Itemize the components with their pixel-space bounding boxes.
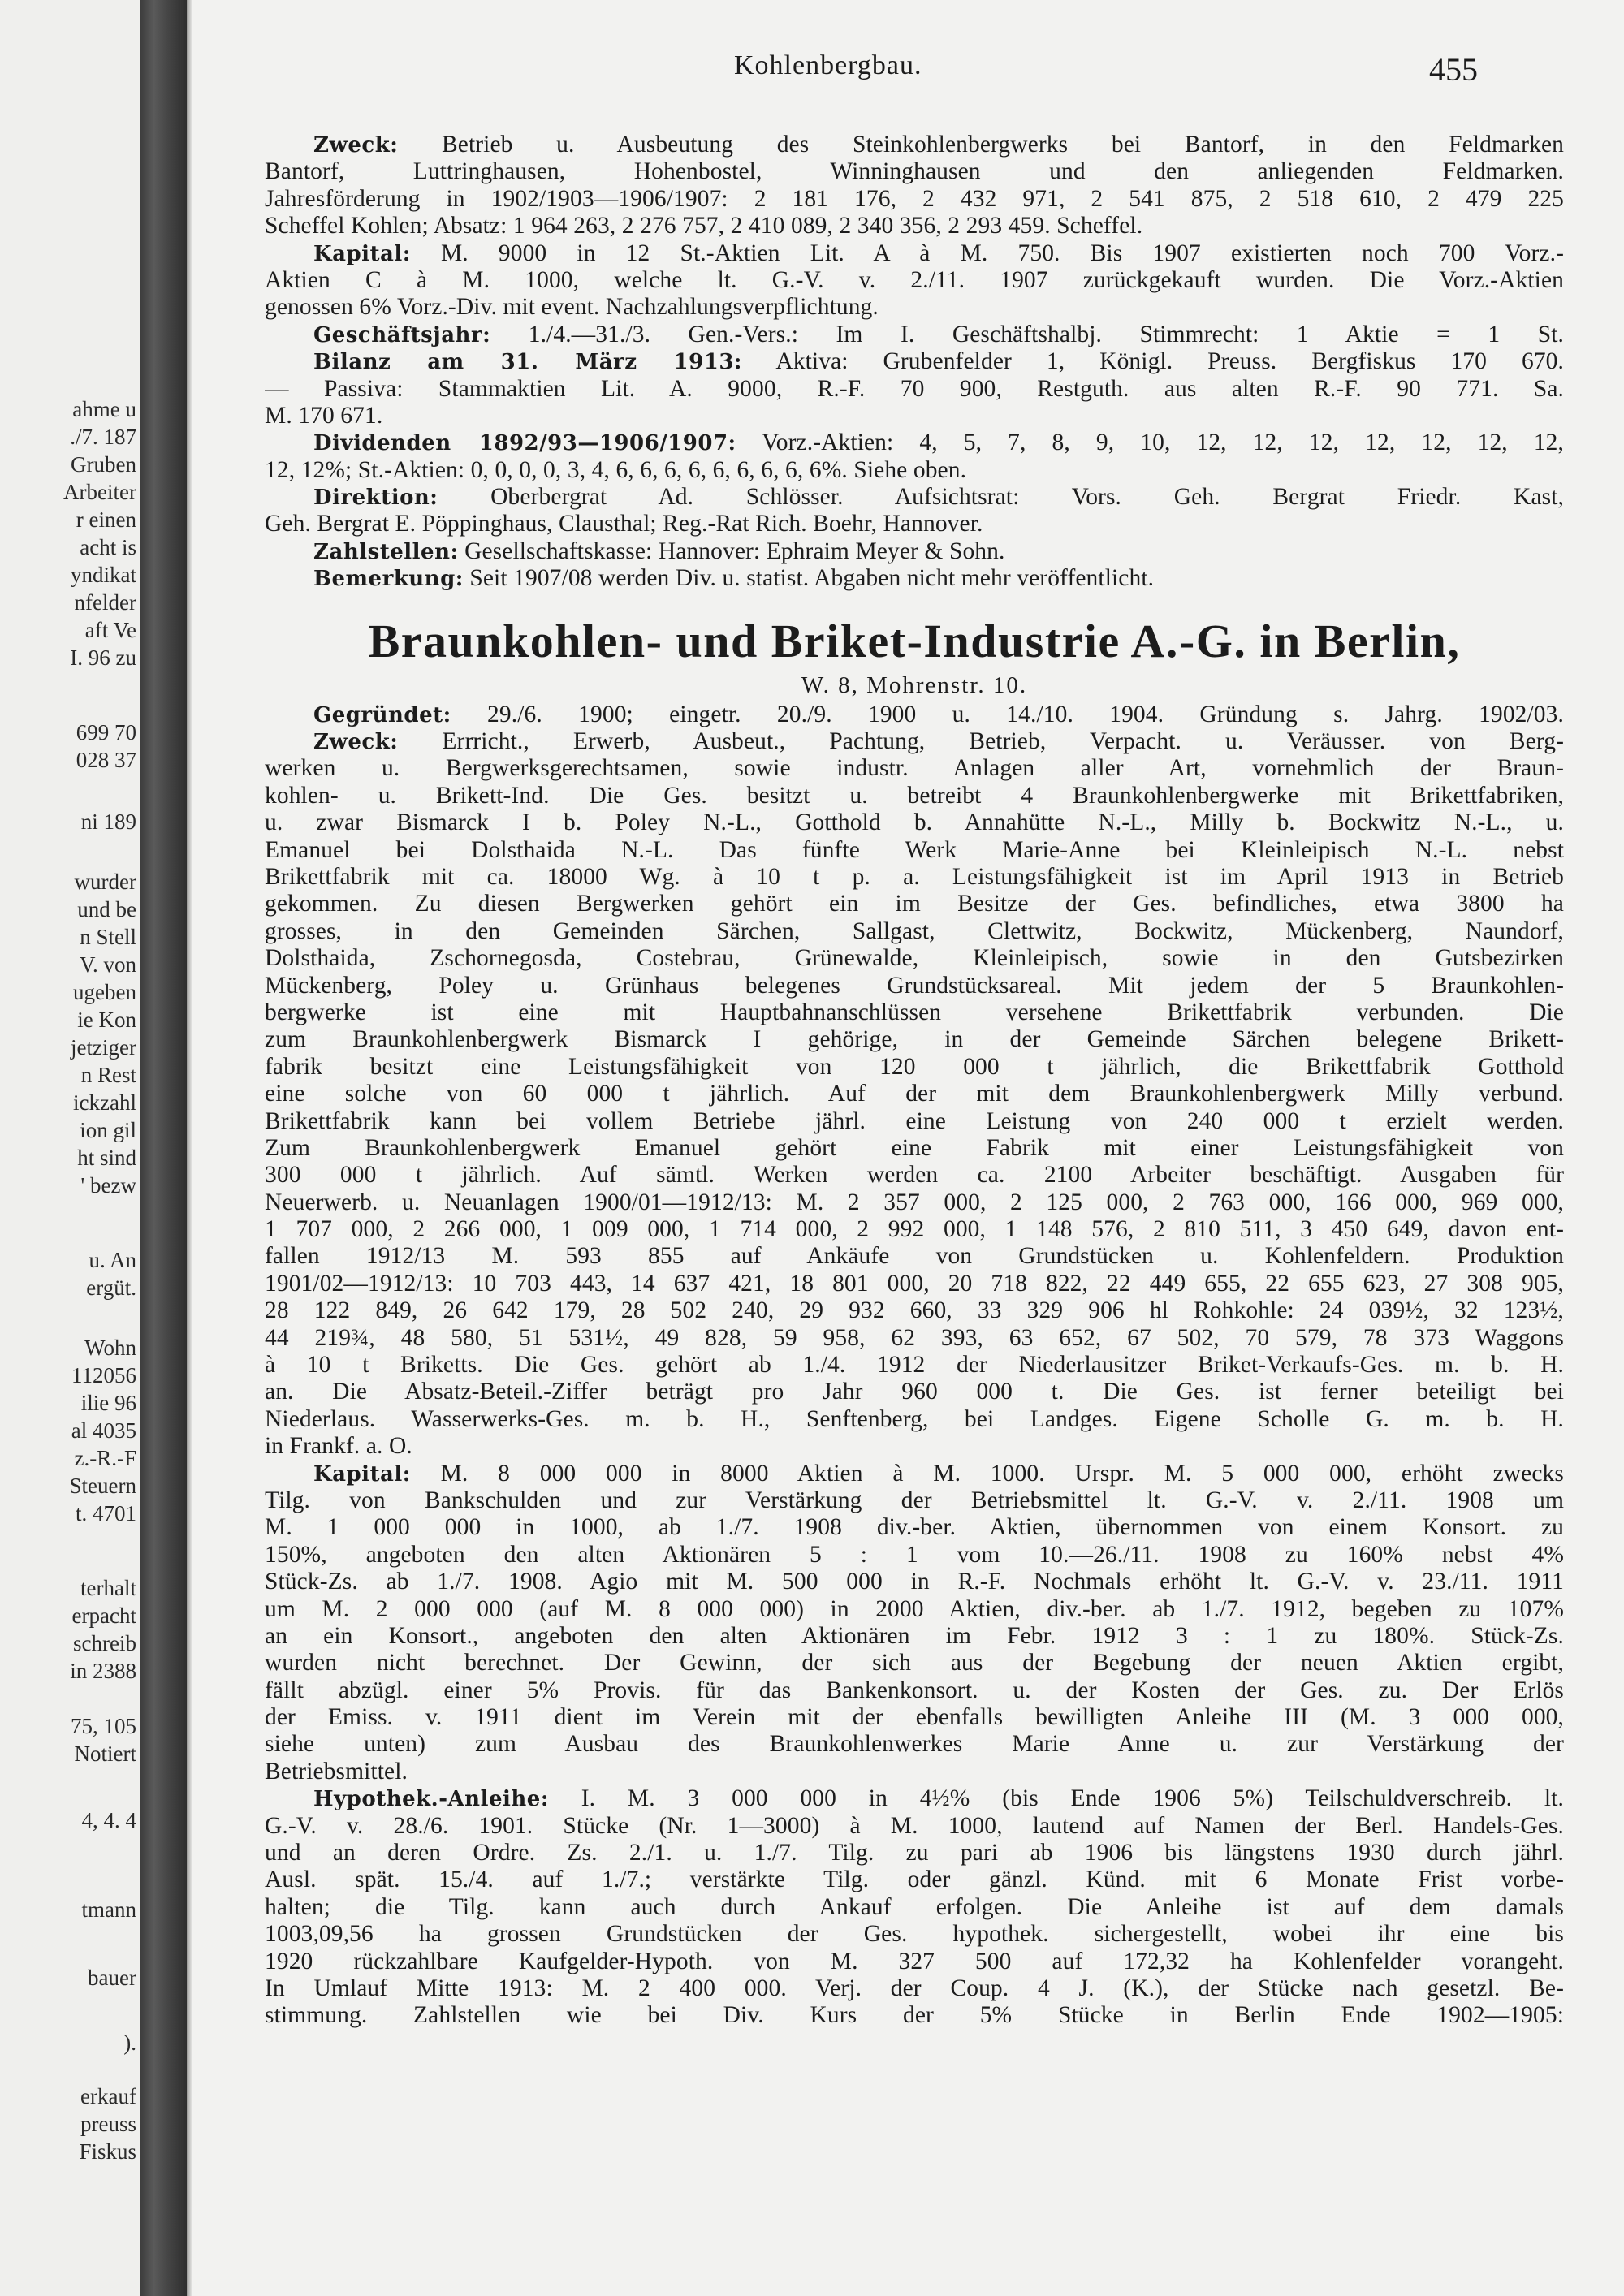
text-line	[265, 1894, 1564, 1921]
fragment-line: und be	[77, 897, 136, 921]
line-text: Seit 1907/08 werden Div. u. statist. Abgaben nicht mehr veröffentlicht.	[463, 565, 1155, 592]
text-line	[265, 1542, 1564, 1569]
fragment-line: 699 70	[76, 720, 136, 744]
fragment-line: ahme u	[72, 397, 136, 421]
text-line	[265, 511, 1564, 537]
line-text: eine solche von 60 000 t jährlich. Auf der mit dem Braunkohlenbergwerk Milly verbund.	[265, 1081, 1564, 1107]
fragment-line: 4, 4. 4	[81, 1808, 136, 1832]
text-line	[265, 837, 1564, 864]
text-line	[265, 1026, 1564, 1053]
text-line	[265, 158, 1564, 185]
text-line	[265, 1135, 1564, 1162]
field-label: Dividenden 1892/93—1906/1907:	[313, 431, 736, 456]
field-label: Hypothek.-Anleihe:	[313, 1787, 549, 1812]
text-line	[265, 1840, 1564, 1867]
fragment-line: aft Ve	[84, 618, 136, 642]
fragment-line: z.-R.-F	[74, 1446, 136, 1470]
fragment-line: ni 189	[80, 809, 136, 834]
text-line	[265, 2002, 1564, 2029]
fragment-line: ./7. 187	[70, 425, 136, 449]
text-line	[265, 294, 1564, 321]
line-text: Scheffel Kohlen; Absatz: 1 964 263, 2 276 757, 2 410 089, 2 340 356, 2 293 459. Scheffel.	[265, 213, 1143, 240]
fragment-line: I. 96 zu	[70, 645, 136, 670]
line-text: In Umlauf Mitte 1913: M. 2 400 000. Verj. der Coup. 4 J. (K.), der Stücke nach gesetzl. Be-	[265, 1975, 1564, 2001]
text-line	[265, 1406, 1564, 1433]
fragment-line: Fiskus	[79, 2139, 136, 2164]
fragment-line: n Rest	[80, 1063, 136, 1087]
fragment-line: yndikat	[71, 563, 136, 587]
field-label: Bilanz am 31. März 1913:	[313, 350, 743, 375]
text-line	[265, 267, 1564, 294]
running-header	[192, 50, 1624, 89]
text-line	[265, 538, 1564, 565]
text-line	[265, 783, 1564, 809]
fragment-line: u. An	[89, 1248, 136, 1272]
field-label: Gegründet:	[313, 702, 451, 727]
line-text: bergwerke ist eine mit Hauptbahnanschlüssen versehene Brikettfabrik verbunden. Die	[265, 999, 1564, 1025]
fragment-line: 112056	[71, 1363, 136, 1388]
text-line	[265, 1162, 1564, 1189]
fragment-line: acht is	[80, 535, 136, 559]
line-text: Brikettfabrik kann bei vollem Betriebe jährl. eine Leistung von 240 000 t erzielt werden.	[265, 1107, 1564, 1134]
entry-bantorf	[265, 132, 1564, 593]
line-text: zum Braunkohlenbergwerk Bismarck I gehörige, in der Gemeinde Särchen belegene Brikett-	[265, 1026, 1564, 1053]
text-line	[265, 701, 1564, 728]
line-text: 29./6. 1900; eingetr. 20./9. 1900 u. 14./10. 1904. Gründung s. Jahrg. 1902/03.	[451, 701, 1564, 727]
text-line	[265, 1596, 1564, 1623]
fragment-line: ie Kon	[77, 1008, 136, 1032]
fragment-line: wurder	[74, 870, 136, 894]
line-text: u. zwar Bismarck I b. Poley N.-L., Gotthold b. Annahütte N.-L., Milly b. Bockwitz N.-L., u.	[265, 809, 1564, 836]
line-text: halten; die Tilg. kann auch durch Ankauf erfolgen. Die Anleihe ist auf dem damals	[265, 1893, 1564, 1920]
text-line	[265, 891, 1564, 917]
field-label: Kapital:	[313, 241, 411, 266]
text-line	[265, 1216, 1564, 1243]
text-line	[265, 484, 1564, 511]
line-text: wurden nicht berechnet. Der Gewinn, der sich aus der Begebung der neuen Aktien ergibt,	[265, 1650, 1564, 1677]
line-text: Jahresförderung in 1902/1903—1906/1907: 2 181 176, 2 432 971, 2 541 875, 2 518 610, 2 479 225	[265, 185, 1564, 212]
line-text: Tilg. von Bankschulden und zur Verstärkung der Betriebsmittel lt. G.-V. v. 2./11. 1908 um	[265, 1487, 1564, 1513]
text-line	[265, 240, 1564, 267]
company-address: W. 8, Mohrenstr. 10.	[801, 671, 1028, 698]
text-line	[265, 973, 1564, 999]
text-line	[265, 728, 1564, 755]
fragment-line: erkauf	[80, 2084, 136, 2108]
line-text: kohlen- u. Brikett-Ind. Die Ges. besitzt u. betreibt 4 Braunkohlenbergwerke mit Brikettfabriken,	[265, 782, 1564, 809]
fragment-line: n Stell	[80, 925, 136, 949]
fragment-line: terhalt	[80, 1576, 136, 1600]
fragment-line: Wohn	[84, 1336, 136, 1360]
text-line	[265, 864, 1564, 891]
text-line	[265, 1704, 1564, 1731]
line-text: M. 9000 in 12 St.-Aktien Lit. A à M. 750. Bis 1907 existierten noch 700 Vorz.-	[410, 240, 1564, 266]
line-text: Stück-Zs. ab 1./7. 1908. Agio mit M. 500 000 in R.-F. Nochmals erhöht lt. G.-V. v. 23./11. 1911	[265, 1569, 1564, 1595]
field-label: Kapital:	[313, 1461, 411, 1487]
line-text: stimmung. Zahlstellen wie bei Div. Kurs der 5% Stücke in Berlin Ende 1902—1905:	[265, 2002, 1564, 2029]
text-line	[265, 1569, 1564, 1595]
text-line	[265, 1487, 1564, 1514]
text-line	[265, 457, 1564, 484]
line-text: Ausl. spät. 15./4. auf 1./7.; verstärkte Tilg. oder gänzl. Künd. mit 6 Monate Frist vorbe-	[265, 1867, 1564, 1893]
field-label: Geschäftsjahr:	[313, 322, 491, 347]
text-line	[265, 1271, 1564, 1297]
fragment-line: ergüt.	[86, 1275, 136, 1300]
fragment-line: 75, 105	[71, 1714, 136, 1738]
text-line	[265, 322, 1564, 348]
fragment-line: Notiert	[74, 1741, 136, 1766]
fragment-line: ugeben	[73, 980, 136, 1004]
fragment-line: erpacht	[71, 1603, 136, 1628]
fragment-line: nfelder	[74, 590, 136, 615]
line-text: und an deren Ordre. Zs. 2./1. u. 1./7. Tilg. zu pari ab 1906 bis längstens 1930 durch jährl.	[265, 1840, 1564, 1867]
text-line	[265, 1731, 1564, 1758]
field-label: Zweck:	[313, 730, 399, 755]
text-line	[265, 809, 1564, 836]
line-text: M. 1 000 000 in 1000, ab 1./7. 1908 div.-ber. Aktien, übernommen von einem Konsort. zu	[265, 1514, 1564, 1541]
text-line	[265, 1189, 1564, 1216]
line-text: Vorz.-Aktien: 4, 5, 7, 8, 9, 10, 12, 12, 12, 12, 12, 12, 12,	[736, 429, 1564, 456]
text-line	[265, 1623, 1564, 1650]
text-line	[265, 1514, 1564, 1541]
text-line	[265, 565, 1564, 592]
text-line	[265, 1108, 1564, 1135]
line-text: genossen 6% Vorz.-Div. mit event. Nachzahlungsverpflichtung.	[265, 294, 879, 321]
text-line	[265, 186, 1564, 213]
fragment-line: schreib	[73, 1631, 136, 1655]
line-text: 12, 12%; St.-Aktien: 0, 0, 0, 0, 3, 4, 6, 6, 6, 6, 6, 6, 6, 6, 6%. Siehe oben.	[265, 456, 967, 483]
text-line	[265, 376, 1564, 403]
text-line	[265, 1949, 1564, 1975]
field-label: Zweck:	[313, 133, 399, 158]
fragment-line: ickzahl	[73, 1090, 136, 1115]
line-text: Dolsthaida, Zschornegosda, Costebrau, Grünewalde, Kleinleipisch, sowie in den Gutsbezirken	[265, 945, 1564, 972]
line-text: gekommen. Zu diesen Bergwerken gehört ein im Besitze der Ges. befindliches, etwa 3800 ha	[265, 891, 1564, 917]
fragment-line: Gruben	[71, 452, 136, 477]
text-line	[265, 1054, 1564, 1081]
fragment-line: ion gil	[80, 1118, 136, 1142]
line-text: der Emiss. v. 1911 dient im Verein mit der ebenfalls bewilligten Anleihe III (M. 3 000 000,	[265, 1704, 1564, 1731]
company-heading: Braunkohlen- und Briket-Industrie A.-G. in Berlin,	[368, 614, 1461, 667]
fragment-line: ilie 96	[80, 1391, 136, 1415]
text-line	[265, 1379, 1564, 1405]
text-line	[265, 1243, 1564, 1270]
line-text: um M. 2 000 000 (auf M. 8 000 000) in 2000 Aktien, div.-ber. ab 1./7. 1912, begeben zu 107%	[265, 1595, 1564, 1622]
text-column	[265, 132, 1564, 2030]
line-text: Betriebsmittel.	[265, 1758, 408, 1785]
text-line	[265, 1352, 1564, 1379]
line-text: Aktiva: Grubenfelder 1, Königl. Preuss. Bergfiskus 170 670.	[742, 348, 1564, 375]
field-label: Bemerkung:	[313, 567, 464, 592]
fragment-line: V. von	[79, 952, 136, 977]
line-text: Emanuel bei Dolsthaida N.-L. Das fünfte Werk Marie-Anne bei Kleinleipisch N.-L. nebst	[265, 836, 1564, 863]
fragment-line: preuss	[80, 2112, 136, 2136]
text-line	[265, 1921, 1564, 1948]
text-line	[265, 1785, 1564, 1812]
text-line	[265, 1297, 1564, 1324]
fragment-line: ).	[123, 2031, 136, 2055]
entry-braunkohlen-briket	[265, 701, 1564, 2030]
fragment-line: in 2388	[70, 1659, 136, 1683]
fragment-line: r einen	[76, 507, 136, 532]
fragment-line: ht sind	[77, 1146, 136, 1170]
page-number: 455	[1429, 51, 1478, 88]
line-text: Brikettfabrik mit ca. 18000 Wg. à 10 t p. a. Leistungsfähigkeit ist im April 1913 in Betrieb	[265, 863, 1564, 890]
field-label: Direktion:	[313, 486, 438, 511]
text-line	[265, 945, 1564, 972]
line-text: an ein Konsort., angeboten den alten Aktionären im Febr. 1912 3 : 1 zu 180%. Stück-Zs.	[265, 1622, 1564, 1649]
line-text: fabrik besitzt eine Leistungsfähigkeit von 120 000 t jährlich, die Brikettfabrik Gotthold	[265, 1053, 1564, 1080]
line-text: à 10 t Briketts. Die Ges. gehört ab 1./4. 1912 der Niederlausitzer Briket-Verkaufs-Ges. m. b. H.	[265, 1352, 1564, 1379]
line-text: — Passiva: Stammaktien Lit. A. 9000, R.-F. 70 900, Restguth. aus alten R.-F. 90 771. Sa.	[265, 375, 1564, 402]
text-line	[265, 348, 1564, 375]
line-text: 150%, angeboten den alten Aktionären 5 : 1 vom 10.—26./11. 1908 zu 160% nebst 4%	[265, 1541, 1564, 1568]
fragment-line: al 4035	[71, 1418, 136, 1443]
line-text: 300 000 t jährlich. Auf sämtl. Werken werden ca. 2100 Arbeiter beschäftigt. Ausgaben für	[265, 1162, 1564, 1189]
text-line	[265, 755, 1564, 782]
text-line	[265, 213, 1564, 240]
line-text: Neuerwerb. u. Neuanlagen 1900/01—1912/13: M. 2 357 000, 2 125 000, 2 763 000, 166 000, 969 000,	[265, 1189, 1564, 1215]
line-text: Mückenberg, Poley u. Grünhaus belegenes Grundstücksareal. Mit jedem der 5 Braunkohlen-	[265, 972, 1564, 999]
line-text: fällt abzügl. einer 5% Provis. für das Bankenkonsort. u. der Kosten der Ges. zu. Der Erlös	[265, 1677, 1564, 1703]
text-line	[265, 1975, 1564, 2002]
running-title: Kohlenbergbau.	[734, 50, 922, 80]
fragment-line: 028 37	[76, 748, 136, 772]
text-line	[265, 1081, 1564, 1107]
field-label: Zahlstellen:	[313, 539, 459, 564]
text-line	[265, 1433, 1564, 1460]
text-line	[265, 999, 1564, 1026]
fragment-line: bauer	[88, 1966, 136, 1990]
line-text: grosses, in den Gemeinden Särchen, Sallgast, Clettwitz, Bockwitz, Mückenberg, Naundorf,	[265, 917, 1564, 944]
text-line	[265, 918, 1564, 945]
line-text: 1003,09,56 ha grossen Grundstücken der Ges. hypothek. sichergestellt, wobei ihr eine bis	[265, 1921, 1564, 1948]
line-text: Betrieb u. Ausbeutung des Steinkohlenbergwerks bei Bantorf, in den Feldmarken	[398, 132, 1564, 158]
line-text: fallen 1912/13 M. 593 855 auf Ankäufe von Grundstücken u. Kohlenfeldern. Produktion	[265, 1243, 1564, 1270]
facing-page-fragment	[0, 0, 140, 2296]
book-page	[192, 0, 1624, 2296]
line-text: Gesellschaftskasse: Hannover: Ephraim Meyer & Sohn.	[458, 537, 1005, 564]
text-line	[265, 1325, 1564, 1352]
line-text: werken u. Bergwerksgerechtsamen, sowie industr. Anlagen aller Art, vornehmlich der Braun-	[265, 755, 1564, 782]
fragment-line: jetziger	[71, 1035, 136, 1060]
text-line	[265, 1677, 1564, 1704]
book-gutter	[140, 0, 187, 2296]
line-text: 1901/02—1912/13: 10 703 443, 14 637 421, 18 801 000, 20 718 822, 22 449 655, 22 655 623, 27 308 905,	[265, 1270, 1564, 1297]
line-text: Aktien C à M. 1000, welche lt. G.-V. v. 2./11. 1907 zurückgekauft wurden. Die Vorz.-Aktien	[265, 266, 1564, 293]
line-text: Oberbergrat Ad. Schlösser. Aufsichtsrat: Vors. Geh. Bergrat Friedr. Kast,	[438, 484, 1564, 511]
line-text: Geh. Bergrat E. Pöppinghaus, Clausthal; Reg.-Rat Rich. Boehr, Hannover.	[265, 511, 983, 537]
fragment-line: t. 4701	[75, 1501, 136, 1526]
line-text: 44 219¾, 48 580, 51 531½, 49 828, 59 958, 62 393, 63 652, 67 502, 70 579, 78 373 Waggons	[265, 1324, 1564, 1351]
line-text: siehe unten) zum Ausbau des Braunkohlenwerkes Marie Anne u. zur Verstärkung der	[265, 1731, 1564, 1758]
line-text: 1./4.—31./3. Gen.-Vers.: Im I. Geschäftshalbj. Stimmrecht: 1 Aktie = 1 St.	[490, 321, 1564, 347]
fragment-line: ' bezw	[80, 1173, 136, 1198]
text-line	[265, 1461, 1564, 1487]
text-line	[265, 1650, 1564, 1677]
line-text: an. Die Absatz-Beteil.-Ziffer beträgt pro Jahr 960 000 t. Die Ges. ist ferner beteiligt bei	[265, 1379, 1564, 1405]
fragment-line: tmann	[81, 1897, 136, 1922]
line-text: Errricht., Erwerb, Ausbeut., Pachtung, Betrieb, Verpacht. u. Veräusser. von Berg-	[398, 728, 1564, 755]
line-text: Bantorf, Luttringhausen, Hohenbostel, Winninghausen und den anliegenden Feldmarken.	[265, 158, 1564, 185]
line-text: 1920 rückzahlbare Kaufgelder-Hypoth. von M. 327 500 auf 172,32 ha Kohlenfelder vorangeht.	[265, 1948, 1564, 1974]
line-text: G.-V. v. 28./6. 1901. Stücke (Nr. 1—3000) à M. 1000, lautend auf Namen der Berl. Handels-Ges.	[265, 1812, 1564, 1839]
text-line	[265, 1813, 1564, 1840]
line-text: Niederlaus. Wasserwerks-Ges. m. b. H., Senftenberg, bei Landges. Eigene Scholle G. m. b. H.	[265, 1405, 1564, 1432]
fragment-line: Steuern	[69, 1474, 136, 1498]
line-text: 1 707 000, 2 266 000, 1 009 000, 1 714 000, 2 992 000, 1 148 576, 2 810 511, 3 450 649, davon ent-	[265, 1216, 1564, 1243]
line-text: I. M. 3 000 000 in 4½% (bis Ende 1906 5%) Teilschuldverschreib. lt.	[548, 1785, 1564, 1812]
text-line	[265, 429, 1564, 456]
line-text: M. 170 671.	[265, 402, 383, 429]
text-line	[265, 1867, 1564, 1893]
line-text: 28 122 849, 26 642 179, 28 502 240, 29 932 660, 33 329 906 hl Rohkohle: 24 039½, 32 123½,	[265, 1297, 1564, 1324]
text-line	[265, 1759, 1564, 1785]
text-line	[265, 403, 1564, 429]
line-text: Zum Braunkohlenbergwerk Emanuel gehört eine Fabrik mit einer Leistungsfähigkeit von	[265, 1134, 1564, 1161]
text-line	[265, 132, 1564, 158]
line-text: in Frankf. a. O.	[265, 1433, 412, 1460]
line-text: M. 8 000 000 in 8000 Aktien à M. 1000. Urspr. M. 5 000 000, erhöht zwecks	[410, 1460, 1564, 1487]
fragment-line: Arbeiter	[63, 480, 136, 504]
